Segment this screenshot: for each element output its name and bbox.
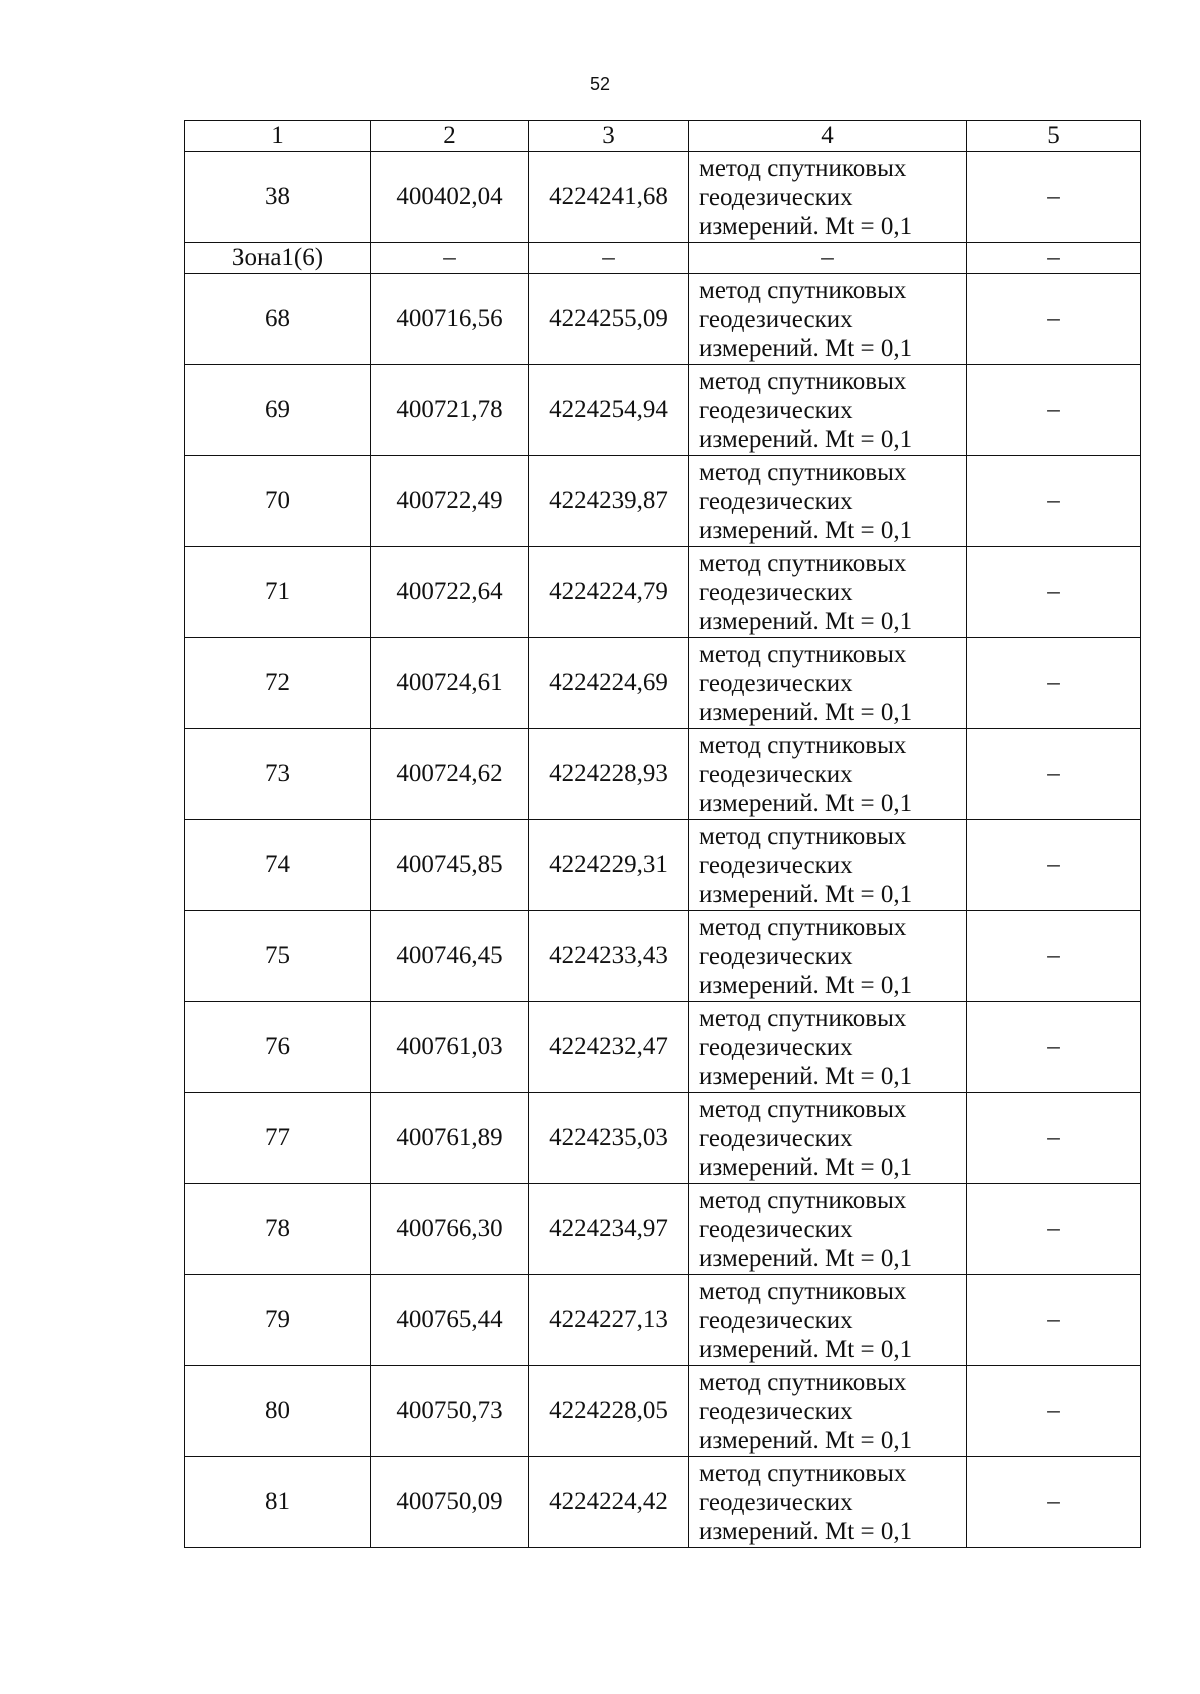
method-cell bbox=[689, 1002, 967, 1093]
table-row bbox=[185, 456, 1141, 547]
coordinate-x: 400750,73 bbox=[371, 1366, 529, 1457]
table-row bbox=[185, 1093, 1141, 1184]
method-line: метод спутниковых bbox=[699, 1277, 907, 1305]
description-cell: – bbox=[967, 547, 1141, 638]
method-line: измерений. Mt = 0,1 bbox=[699, 607, 913, 635]
method-line: метод спутниковых bbox=[699, 549, 907, 577]
header-row bbox=[185, 121, 1141, 152]
method-line: геодезических bbox=[699, 942, 853, 970]
method-cell bbox=[689, 1366, 967, 1457]
method-line: измерений. Mt = 0,1 bbox=[699, 334, 913, 362]
method-cell bbox=[689, 638, 967, 729]
method-line: измерений. Mt = 0,1 bbox=[699, 1244, 913, 1272]
coordinate-x: 400750,09 bbox=[371, 1457, 529, 1548]
method-line: измерений. Mt = 0,1 bbox=[699, 1062, 913, 1090]
point-number: 78 bbox=[185, 1184, 371, 1275]
method-line: геодезических bbox=[699, 1124, 853, 1152]
coordinate-x: 400761,03 bbox=[371, 1002, 529, 1093]
description-cell: – bbox=[967, 820, 1141, 911]
zone-row bbox=[185, 243, 1141, 274]
point-number: 72 bbox=[185, 638, 371, 729]
coordinate-y: 4224233,43 bbox=[529, 911, 689, 1002]
coordinate-x: 400722,49 bbox=[371, 456, 529, 547]
description-cell: – bbox=[967, 152, 1141, 243]
coordinate-y: 4224234,97 bbox=[529, 1184, 689, 1275]
coordinate-x: 400746,45 bbox=[371, 911, 529, 1002]
coordinate-y: 4224239,87 bbox=[529, 456, 689, 547]
method-line: измерений. Mt = 0,1 bbox=[699, 1426, 913, 1454]
zone-cell: – bbox=[529, 243, 689, 274]
table-row bbox=[185, 1275, 1141, 1366]
table-row bbox=[185, 1457, 1141, 1548]
table-row bbox=[185, 911, 1141, 1002]
method-line: измерений. Mt = 0,1 bbox=[699, 698, 913, 726]
coordinate-y: 4224232,47 bbox=[529, 1002, 689, 1093]
description-cell: – bbox=[967, 1093, 1141, 1184]
table-row bbox=[185, 274, 1141, 365]
zone-label: Зона1(6) bbox=[185, 243, 371, 274]
method-cell bbox=[689, 729, 967, 820]
page-number: 52 bbox=[589, 74, 611, 94]
coordinates-table bbox=[184, 120, 1141, 1548]
method-line: метод спутниковых bbox=[699, 1186, 907, 1214]
method-line: геодезических bbox=[699, 1306, 853, 1334]
coordinate-y: 4224229,31 bbox=[529, 820, 689, 911]
method-line: геодезических bbox=[699, 305, 853, 333]
method-line: измерений. Mt = 0,1 bbox=[699, 212, 913, 240]
point-number: 75 bbox=[185, 911, 371, 1002]
description-cell: – bbox=[967, 911, 1141, 1002]
method-cell bbox=[689, 456, 967, 547]
point-number: 70 bbox=[185, 456, 371, 547]
coordinate-y: 4224241,68 bbox=[529, 152, 689, 243]
header-cell: 3 bbox=[529, 121, 689, 152]
description-cell: – bbox=[967, 456, 1141, 547]
method-line: геодезических bbox=[699, 183, 853, 211]
coordinate-x: 400716,56 bbox=[371, 274, 529, 365]
method-line: геодезических bbox=[699, 1215, 853, 1243]
point-number: 38 bbox=[185, 152, 371, 243]
coordinate-y: 4224224,79 bbox=[529, 547, 689, 638]
coordinate-y: 4224254,94 bbox=[529, 365, 689, 456]
coordinate-x: 400745,85 bbox=[371, 820, 529, 911]
method-line: измерений. Mt = 0,1 bbox=[699, 1335, 913, 1363]
coordinate-y: 4224228,05 bbox=[529, 1366, 689, 1457]
method-cell bbox=[689, 820, 967, 911]
table-row bbox=[185, 365, 1141, 456]
method-line: геодезических bbox=[699, 487, 853, 515]
method-line: метод спутниковых bbox=[699, 1368, 907, 1396]
method-line: геодезических bbox=[699, 1033, 853, 1061]
method-line: геодезических bbox=[699, 851, 853, 879]
table-row bbox=[185, 1184, 1141, 1275]
point-number: 68 bbox=[185, 274, 371, 365]
description-cell: – bbox=[967, 1002, 1141, 1093]
method-line: метод спутниковых bbox=[699, 458, 907, 486]
point-number: 80 bbox=[185, 1366, 371, 1457]
table-row bbox=[185, 1366, 1141, 1457]
method-cell bbox=[689, 365, 967, 456]
method-line: геодезических bbox=[699, 760, 853, 788]
header-cell: 2 bbox=[371, 121, 529, 152]
method-line: метод спутниковых bbox=[699, 367, 907, 395]
description-cell: – bbox=[967, 638, 1141, 729]
coordinate-x: 400724,61 bbox=[371, 638, 529, 729]
coordinate-x: 400402,04 bbox=[371, 152, 529, 243]
coordinate-y: 4224228,93 bbox=[529, 729, 689, 820]
table-row bbox=[185, 152, 1141, 243]
coordinate-y: 4224224,42 bbox=[529, 1457, 689, 1548]
header-cell: 1 bbox=[185, 121, 371, 152]
zone-cell: – bbox=[371, 243, 529, 274]
coordinate-x: 400722,64 bbox=[371, 547, 529, 638]
method-cell bbox=[689, 1275, 967, 1366]
coordinate-x: 400724,62 bbox=[371, 729, 529, 820]
method-line: метод спутниковых bbox=[699, 154, 907, 182]
method-line: измерений. Mt = 0,1 bbox=[699, 971, 913, 999]
method-line: измерений. Mt = 0,1 bbox=[699, 1517, 913, 1545]
description-cell: – bbox=[967, 274, 1141, 365]
table-row bbox=[185, 729, 1141, 820]
zone-cell: – bbox=[967, 243, 1141, 274]
method-line: измерений. Mt = 0,1 bbox=[699, 425, 913, 453]
point-number: 69 bbox=[185, 365, 371, 456]
method-line: метод спутниковых bbox=[699, 822, 907, 850]
coordinate-x: 400766,30 bbox=[371, 1184, 529, 1275]
coordinate-y: 4224224,69 bbox=[529, 638, 689, 729]
method-cell bbox=[689, 1093, 967, 1184]
description-cell: – bbox=[967, 1184, 1141, 1275]
coordinate-x: 400721,78 bbox=[371, 365, 529, 456]
description-cell: – bbox=[967, 729, 1141, 820]
method-line: метод спутниковых bbox=[699, 731, 907, 759]
point-number: 77 bbox=[185, 1093, 371, 1184]
point-number: 73 bbox=[185, 729, 371, 820]
method-cell bbox=[689, 1184, 967, 1275]
method-cell bbox=[689, 547, 967, 638]
method-line: метод спутниковых bbox=[699, 913, 907, 941]
method-line: геодезических bbox=[699, 669, 853, 697]
description-cell: – bbox=[967, 1366, 1141, 1457]
table-row bbox=[185, 547, 1141, 638]
coordinate-y: 4224235,03 bbox=[529, 1093, 689, 1184]
coordinate-y: 4224255,09 bbox=[529, 274, 689, 365]
method-line: геодезических bbox=[699, 578, 853, 606]
method-line: метод спутниковых bbox=[699, 640, 907, 668]
coordinate-x: 400761,89 bbox=[371, 1093, 529, 1184]
coordinate-x: 400765,44 bbox=[371, 1275, 529, 1366]
method-line: измерений. Mt = 0,1 bbox=[699, 880, 913, 908]
description-cell: – bbox=[967, 365, 1141, 456]
method-line: измерений. Mt = 0,1 bbox=[699, 789, 913, 817]
zone-cell: – bbox=[689, 243, 967, 274]
header-cell: 4 bbox=[689, 121, 967, 152]
method-cell bbox=[689, 152, 967, 243]
coordinate-y: 4224227,13 bbox=[529, 1275, 689, 1366]
description-cell: – bbox=[967, 1275, 1141, 1366]
description-cell: – bbox=[967, 1457, 1141, 1548]
method-line: геодезических bbox=[699, 396, 853, 424]
method-line: измерений. Mt = 0,1 bbox=[699, 1153, 913, 1181]
table-body bbox=[185, 121, 1141, 1548]
method-line: измерений. Mt = 0,1 bbox=[699, 516, 913, 544]
method-line: геодезических bbox=[699, 1397, 853, 1425]
method-line: геодезических bbox=[699, 1488, 853, 1516]
table-row bbox=[185, 820, 1141, 911]
table-row bbox=[185, 638, 1141, 729]
method-line: метод спутниковых bbox=[699, 1095, 907, 1123]
method-line: метод спутниковых bbox=[699, 1459, 907, 1487]
method-cell bbox=[689, 1457, 967, 1548]
header-cell: 5 bbox=[967, 121, 1141, 152]
point-number: 79 bbox=[185, 1275, 371, 1366]
point-number: 71 bbox=[185, 547, 371, 638]
point-number: 76 bbox=[185, 1002, 371, 1093]
method-line: метод спутниковых bbox=[699, 1004, 907, 1032]
table-row bbox=[185, 1002, 1141, 1093]
method-cell bbox=[689, 274, 967, 365]
point-number: 81 bbox=[185, 1457, 371, 1548]
point-number: 74 bbox=[185, 820, 371, 911]
method-cell bbox=[689, 911, 967, 1002]
method-line: метод спутниковых bbox=[699, 276, 907, 304]
